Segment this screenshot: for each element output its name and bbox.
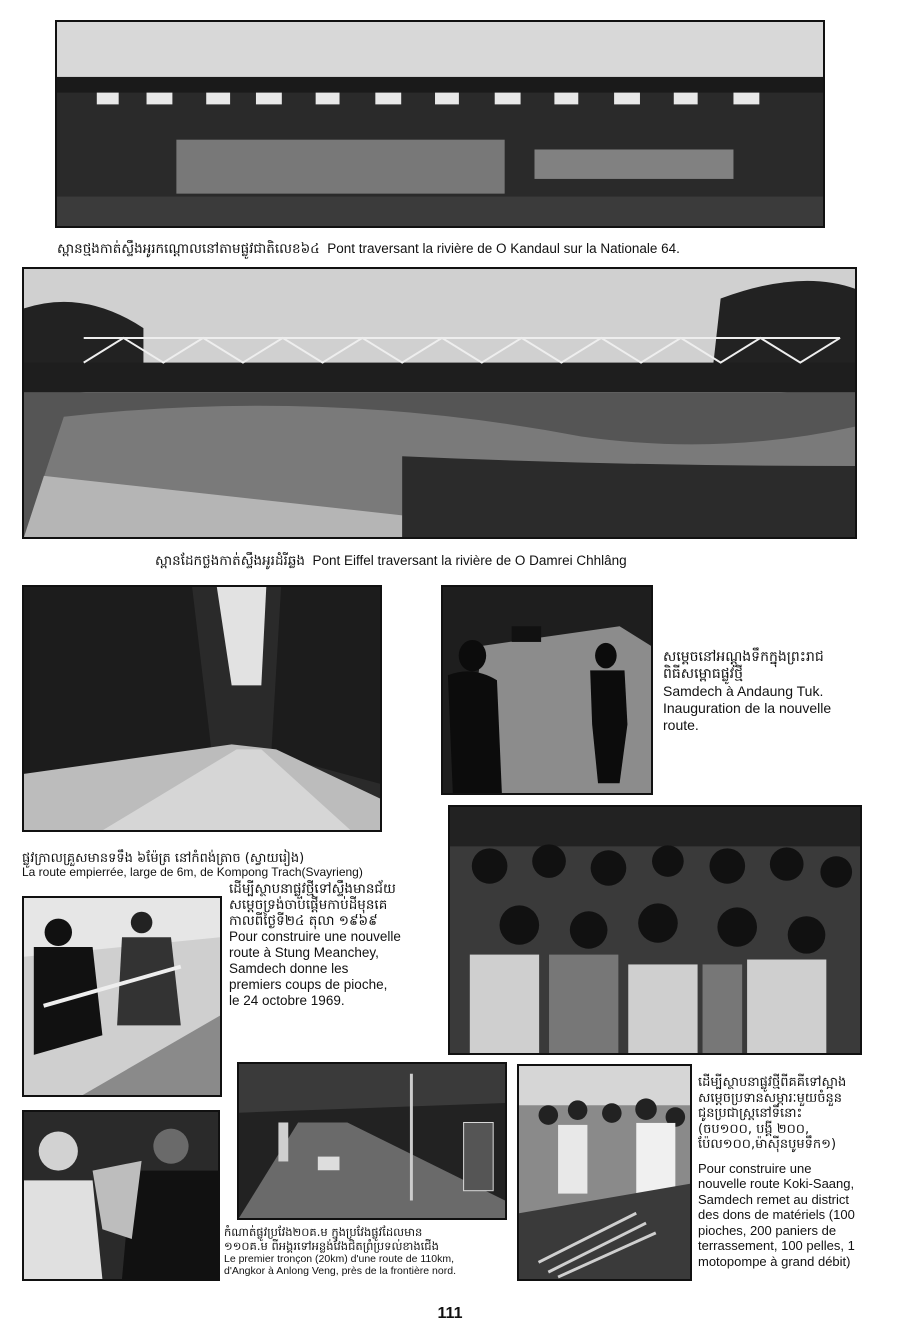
photo-road-kompong-trach xyxy=(22,585,382,832)
caption-fr: Pont Eiffel traversant la rivière de O Damrei Chhlâng xyxy=(312,553,627,568)
caption-fr-line: le 24 octobre 1969. xyxy=(229,993,345,1008)
caption-kh-line: កំណាត់ផ្លូវប្រវែង២០គ.ម ក្នុងប្រវែងផ្លូវដែលមាន xyxy=(224,1225,423,1239)
caption-kh-line: ១១០គ.ម ពីអង្គរទៅអន្លង់វែងជិតព្រំប្រទល់ខាងជើង xyxy=(224,1238,439,1253)
caption-fr-line: pioches, 200 paniers de xyxy=(698,1222,837,1238)
caption-fr-line: Samdech remet au district xyxy=(698,1191,850,1207)
caption-angkor-road xyxy=(224,1226,524,1277)
caption-kh-line: ដើម្បីស្ថាបនាផ្លូវថ្មីទៅស្ទឹងមានជ័យ xyxy=(229,881,396,897)
caption-kh-line: កាលពីថ្ងៃទី២៤ តុលា ១៩៦៩ xyxy=(229,913,378,929)
caption-fr-line: terrassement, 100 pelles, 1 xyxy=(698,1238,855,1253)
photo-officials xyxy=(22,1110,220,1281)
caption-fr-line: Pour construire une nouvelle xyxy=(229,929,401,944)
caption-fr-line: route. xyxy=(663,717,699,733)
caption-kh-line: ជូនប្រជាស្រ្ដនៅទីនោះ xyxy=(698,1106,803,1121)
caption-stung-meanchey xyxy=(229,881,449,1009)
caption-kh-line: ប៉ែល១០០,ម៉ាស៊ីនបូមទឹក១) xyxy=(698,1137,837,1152)
caption-fr-line: Le premier tronçon (20km) d'une route de 110km, xyxy=(224,1253,455,1265)
caption-andaung-tuk xyxy=(663,649,893,734)
caption-kh: ស្ពានថ្មងកាត់ស្ទឹងអូរកណ្ដោលនៅតាមផ្លូវជាតិលេខ៦៤ xyxy=(57,241,320,257)
caption-fr-line: nouvelle route Koki-Saang, xyxy=(698,1176,855,1191)
photo-crowd xyxy=(448,805,862,1055)
caption-fr-line: Inauguration de la nouvelle xyxy=(663,700,832,716)
caption-fr-line: d'Angkor à Anlong Veng, près de la frontière nord. xyxy=(224,1265,456,1277)
caption-bridge-kandaul xyxy=(57,241,857,257)
page-number: 111 xyxy=(437,1305,463,1322)
caption-kh-line: សម្ដេចប្រទានសម្ភារៈមួយចំនួន xyxy=(698,1090,842,1106)
caption-fr: Pont traversant la rivière de O Kandaul sur la Nationale 64. xyxy=(327,241,680,256)
photo-koki-saang xyxy=(517,1064,692,1281)
caption-eiffel-bridge xyxy=(155,553,855,569)
caption-road-kompong-trach xyxy=(22,851,462,878)
caption-kh: ផ្លូវក្រាលគ្រួសមានទទឹង ៦ម៉ែត្រ នៅកំពង់ត្រាច (ស្វាយរៀង) xyxy=(22,851,305,866)
caption-fr-line: route à Stung Meanchey, xyxy=(229,945,379,960)
caption-kh: ស្ពានដែកថ្លងកាត់ស្ទឹងអូរដំរីឆ្លង xyxy=(155,553,305,569)
caption-koki-saang xyxy=(698,1075,893,1269)
caption-fr-line: des dons de matériels (100 xyxy=(698,1207,855,1222)
caption-kh-line: ពិធីសម្ពោធផ្លូវថ្មី xyxy=(663,666,743,682)
photo-stung-meanchey xyxy=(22,896,222,1097)
caption-kh-line: ដើម្បីស្ថាបនាផ្លូវថ្មីពីគគីទៅស្អាង xyxy=(698,1075,847,1090)
caption-fr: La route empierrée, large de 6m, de Kompong Trach(Svayrieng) xyxy=(22,865,363,879)
caption-kh-line: សម្ដេចទ្រង់ចាប់ផ្ដើមកាប់ដីមុនគេ xyxy=(229,897,388,913)
caption-fr-line: Pour construire une xyxy=(698,1160,812,1176)
caption-kh-line: (ចប១០០, បង្គី ២០០, xyxy=(698,1121,810,1137)
caption-fr-line: Samdech donne les xyxy=(229,961,349,976)
caption-fr-line: premiers coups de pioche, xyxy=(229,977,388,992)
photo-bridge-kandaul xyxy=(55,20,825,228)
caption-fr-line: motopompe à grand débit) xyxy=(698,1253,851,1269)
caption-kh-line: សម្ដេចនៅអណ្ដូងទឹកក្នុងព្រះរាជ xyxy=(663,649,824,665)
photo-angkor-road xyxy=(237,1062,507,1220)
photo-andaung-tuk xyxy=(441,585,653,795)
photo-eiffel-bridge xyxy=(22,267,857,539)
caption-fr-line: Samdech à Andaung Tuk. xyxy=(663,683,824,699)
